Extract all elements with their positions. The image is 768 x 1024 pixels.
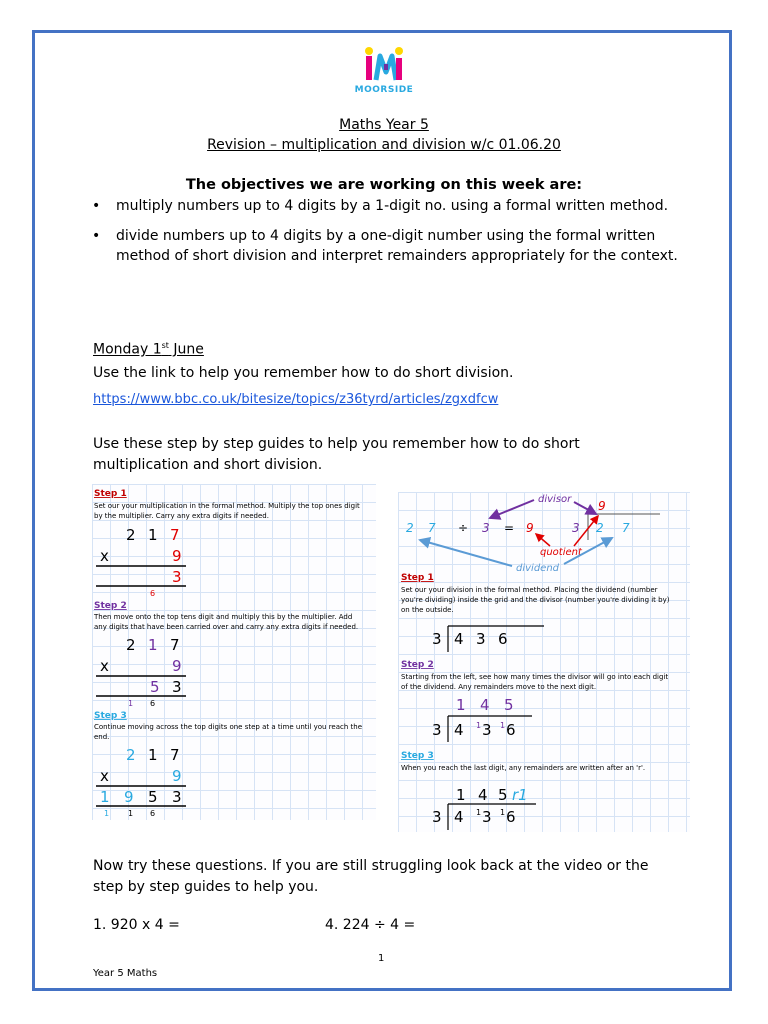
div-step1-text-2: you're dividing) inside the grid and the divisor (number you're dividing it by) — [401, 596, 670, 604]
mult-s3-digit-7: 7 — [170, 746, 180, 764]
mult-s2-answer-5: 5 — [150, 678, 160, 696]
mult-s3-digit-2: 2 — [126, 746, 136, 764]
mult-s2-digit-9: 9 — [172, 657, 182, 675]
div-s3-6: 6 — [506, 808, 516, 826]
mult-s3-answer-3: 3 — [172, 788, 182, 806]
objectives-heading: The objectives we are working on this week are: — [185, 177, 583, 193]
quotient-label: quotient — [540, 547, 582, 558]
bullet-point: • — [92, 198, 101, 214]
mult-s3-carry-1b: 1 — [128, 809, 134, 818]
div-step2-title: Step 2 — [401, 660, 434, 670]
mult-s1-carry-6: 6 — [150, 589, 156, 598]
div-step1-title: Step 1 — [401, 573, 434, 583]
div-bus-7: 7 — [622, 521, 630, 535]
mult-step3-text-1: Continue moving across the top digits one step at a time until you reach the — [94, 723, 363, 731]
div-s3-q1: 1 — [456, 786, 466, 804]
div-s2-q1: 1 — [456, 696, 466, 714]
mult-s2-x: x — [100, 657, 109, 675]
div-step1-text-3: on the outside. — [401, 606, 454, 614]
school-logo — [334, 44, 434, 100]
mult-s3-answer-5: 5 — [148, 788, 158, 806]
divisor-arrow-right — [574, 502, 596, 514]
mult-step3-title: Step 3 — [94, 711, 127, 721]
footer-text: Year 5 Maths — [93, 968, 158, 979]
use-link-instruction: Use the link to help you remember how to do short division. — [93, 365, 514, 381]
div-step3-text-1: When you reach the last digit, any remainders are written after an 'r'. — [401, 764, 646, 772]
mult-step1-title: Step 1 — [94, 489, 127, 499]
div-eq-3: 3 — [482, 521, 490, 535]
div-eq-divide-sign: ÷ — [458, 521, 469, 535]
multiplication-guide-graphic — [92, 484, 376, 820]
div-eq-9: 9 — [526, 521, 534, 535]
monday-day: Monday 1 — [93, 341, 162, 358]
multiplication-guide-image — [92, 484, 376, 820]
logo-text: MOORSIDE — [354, 85, 414, 95]
mult-s1-digit-7: 7 — [170, 526, 180, 544]
objectives-list — [92, 196, 692, 276]
mult-s1-digit-2: 2 — [126, 526, 136, 544]
div-s3-carry-1a: 1 — [476, 808, 482, 817]
mult-step3-text-2: end. — [94, 733, 110, 741]
mult-s1-answer-3: 3 — [172, 568, 182, 586]
div-bus-2: 2 — [596, 521, 604, 535]
objective-item — [92, 196, 692, 216]
div-s1-6: 6 — [498, 630, 508, 648]
monday-sup: st — [161, 341, 169, 350]
div-s3-divisor: 3 — [432, 808, 442, 826]
title-line-2: Revision – multiplication and division w/c 01.06.20 — [207, 137, 561, 153]
mult-s3-carry-6: 6 — [150, 809, 156, 818]
div-bus-quotient-9: 9 — [598, 499, 606, 513]
div-s2-q3: 5 — [504, 696, 514, 714]
mult-s2-carry-1: 1 — [128, 699, 134, 708]
div-step3-title: Step 3 — [401, 751, 434, 761]
div-s1-divisor: 3 — [432, 630, 442, 648]
quotient-arrow-left — [536, 534, 550, 546]
div-eq-equals: = — [504, 521, 515, 535]
mult-s2-digit-7: 7 — [170, 636, 180, 654]
mult-s1-x: x — [100, 547, 109, 565]
div-s2-4: 4 — [454, 721, 464, 739]
div-eq-2: 2 — [406, 521, 414, 535]
mult-step1-text-1: Set our your multiplication in the formal method. Multiply the top ones digit — [94, 502, 360, 510]
divisor-label: divisor — [538, 494, 572, 505]
div-s1-4: 4 — [454, 630, 464, 648]
div-s2-carry-1a: 1 — [476, 721, 482, 730]
try-questions-instruction: Now try these questions. If you are still struggling look back at the video or the step by step guides to help you. — [93, 858, 649, 895]
bbc-bitesize-link[interactable]: https://www.bbc.co.uk/bitesize/topics/z36tyrd/articles/zgxdfcw — [93, 392, 499, 407]
guides-instruction: Use these step by step guides to help you remember how to do short multiplication and short division. — [93, 436, 580, 473]
mult-s3-carry-1a: 1 — [104, 809, 110, 818]
div-s2-6: 6 — [506, 721, 516, 739]
title-line-1: Maths Year 5 — [339, 117, 429, 133]
div-step2-text-1: Starting from the left, see how many times the divisor will go into each digit — [401, 673, 669, 681]
dividend-arrow-left — [420, 540, 512, 566]
div-eq-7: 7 — [428, 521, 436, 535]
mult-s2-digit-1: 1 — [148, 636, 158, 654]
div-bus-divisor-3: 3 — [572, 521, 580, 535]
mult-step2-text-1: Then move onto the top tens digit and multiply this by the multiplier. Add — [94, 613, 353, 621]
objective-item — [92, 226, 692, 266]
mult-s3-answer-9: 9 — [124, 788, 134, 806]
mult-step2-text-2: any digits that have been carried over and carry any extra digits if needed. — [94, 623, 359, 631]
div-s2-divisor: 3 — [432, 721, 442, 739]
div-s3-3: 3 — [482, 808, 492, 826]
question-4: 4. 224 ÷ 4 = — [325, 917, 416, 933]
page-number: 1 — [378, 953, 385, 964]
bullet-point: • — [92, 228, 101, 244]
objective-text: multiply numbers up to 4 digits by a 1-digit no. using a formal written method. — [116, 198, 669, 214]
div-step1-text-1: Set our your division in the formal method. Placing the dividend (number — [401, 586, 658, 594]
mult-s3-digit-1: 1 — [148, 746, 158, 764]
mult-s3-digit-9: 9 — [172, 767, 182, 785]
div-s2-q2: 4 — [480, 696, 490, 714]
mult-step2-title: Step 2 — [94, 601, 127, 611]
division-guide-image — [398, 492, 690, 832]
mult-s1-digit-1: 1 — [148, 526, 158, 544]
div-s3-q2: 4 — [478, 786, 488, 804]
mult-s1-digit-9: 9 — [172, 547, 182, 565]
mult-s2-digit-2: 2 — [126, 636, 136, 654]
dividend-label: dividend — [516, 563, 560, 574]
monday-month: June — [168, 341, 204, 358]
mult-s3-x: x — [100, 767, 109, 785]
div-s2-3: 3 — [482, 721, 492, 739]
div-s3-4: 4 — [454, 808, 464, 826]
div-s2-carry-1b: 1 — [500, 721, 506, 730]
mult-step1-text-2: by the multiplier. Carry any extra digits if needed. — [94, 512, 269, 520]
moorside-logo-graphic — [334, 44, 434, 88]
monday-heading — [93, 335, 204, 361]
divisor-arrow-left — [490, 500, 534, 518]
div-s3-carry-1b: 1 — [500, 808, 506, 817]
mult-s2-carry-6: 6 — [150, 699, 156, 708]
division-guide-graphic — [398, 492, 690, 832]
mult-s3-answer-1: 1 — [100, 788, 110, 806]
objective-text: divide numbers up to 4 digits by a one-digit number using the formal written method of short division and interpret remainders appropriately for the context. — [116, 228, 678, 264]
div-s3-remainder: r1 — [512, 786, 528, 804]
div-s1-3: 3 — [476, 630, 486, 648]
div-s3-q3: 5 — [498, 786, 508, 804]
mult-s2-answer-3: 3 — [172, 678, 182, 696]
div-step2-text-2: of the dividend. Any remainders move to the next digit. — [401, 683, 597, 691]
question-1: 1. 920 x 4 = — [93, 917, 180, 933]
